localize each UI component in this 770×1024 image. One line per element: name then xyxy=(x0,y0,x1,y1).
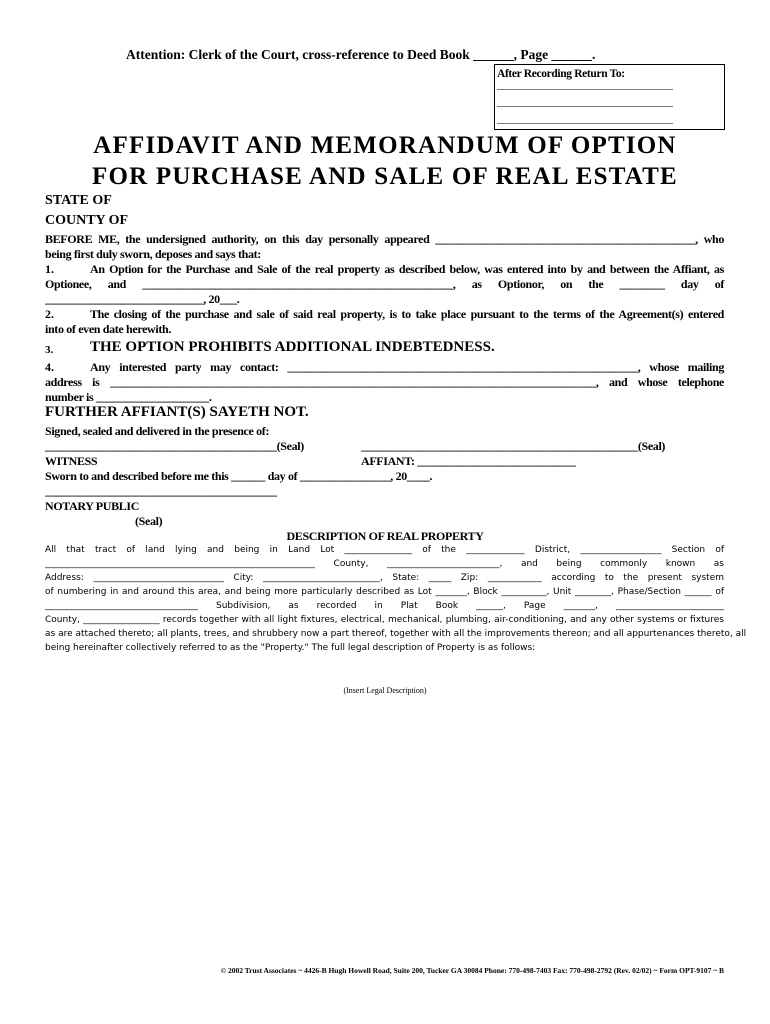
return-box-line: ________________________________ xyxy=(497,113,673,125)
return-box-line: ________________________________ xyxy=(497,96,673,108)
notary-public-label: NOTARY PUBLIC xyxy=(45,499,140,513)
witness-signature-line: _________________________________________(Seal) xyxy=(45,439,304,453)
affiant-label: AFFIANT: ____________________________ xyxy=(361,454,576,468)
document-title-line1: AFFIDAVIT AND MEMORANDUM OF OPTION xyxy=(93,132,677,159)
intro-line: being first duly sworn, deposes and says that: xyxy=(45,247,261,261)
description-line: ____________________________________________________________ County, _________________________, and being commonly known as xyxy=(45,559,724,569)
further-affiant-heading: FURTHER AFFIANT(S) SAYETH NOT. xyxy=(45,404,309,420)
intro-paragraph xyxy=(45,232,724,247)
county-of-label: COUNTY OF xyxy=(45,213,129,228)
return-box-label: After Recording Return To: xyxy=(497,68,625,80)
description-heading: DESCRIPTION OF REAL PROPERTY xyxy=(286,529,484,543)
item-3-text: THE OPTION PROHIBITS ADDITIONAL INDEBTEDNESS. xyxy=(90,339,495,355)
item-1-line: ____________________________, 20___. xyxy=(45,292,240,306)
witness-label: WITNESS xyxy=(45,454,98,468)
description-line: __________________________________ Subdivision, as recorded in Plat Book ______, Page _______, ________________________ xyxy=(45,601,724,611)
insert-legal-description-note: (Insert Legal Description) xyxy=(343,686,427,695)
description-line: All that tract of land lying and being in Land Lot _______________ of the _____________ District, __________________ Section of xyxy=(45,545,724,555)
description-line: being hereinafter collectively referred to as the "Property." The full legal description of Property is as follows: xyxy=(45,643,536,653)
item-2-text: The closing of the purchase and sale of said real property, is to take place pursuant to the terms of the Agreement(s) entered xyxy=(90,307,724,321)
form-footer: © 2002 Trust Associates ~ 4426-B Hugh Howell Road, Suite 200, Tucker GA 30084 Phone: 770-498-7403 Fax: 770-498-2792 (Rev. 02/02) ~ Form OPT-9107 ~ B xyxy=(220,966,724,975)
item-1-line xyxy=(45,277,724,292)
intro-line: BEFORE ME, the undersigned authority, on this day personally appeared ______________________________________________, who xyxy=(45,232,724,246)
item-1-text: An Option for the Purchase and Sale of the real property as described below, was entered into by and between the Affiant, as xyxy=(90,262,724,276)
item-4-line: number is ____________________. xyxy=(45,390,212,404)
affiant-signature-line: _________________________________________________(Seal) xyxy=(361,439,666,453)
item-4-text: address is ______________________________________________________________________________________, and whose telephone xyxy=(45,375,724,389)
item-1-line xyxy=(90,262,724,277)
description-paragraph xyxy=(45,545,747,657)
clerk-attention-line: Attention: Clerk of the Court, cross-reference to Deed Book ______, Page ______. xyxy=(126,47,596,62)
item-2-number: 2. xyxy=(45,307,54,321)
item-4-text: Any interested party may contact: ______________________________________________________________, whose mailing xyxy=(90,360,724,374)
document-title-line2: FOR PURCHASE AND SALE OF REAL ESTATE xyxy=(92,163,678,190)
state-of-label: STATE OF xyxy=(45,193,112,208)
notary-signature-line: _________________________________________ xyxy=(45,484,277,498)
item-2-line xyxy=(90,307,724,322)
description-line: County, _________________ records together with all light fixtures, electrical, mechanical, plumbing, air-conditioning, and any other systems or fixtures xyxy=(45,615,724,625)
description-line: Address: _____________________________ City: __________________________, State: _____ Zip: ____________ according to the present system xyxy=(45,573,724,583)
description-line: of numbering in and around this area, and being more particularly described as Lot _______, Block __________, Unit ________, Phase/Section ______ of xyxy=(45,587,724,597)
item-1-text: Optionee, and _______________________________________________________, as Optionor, on the ________ day of xyxy=(45,277,724,291)
sworn-statement: Sworn to and described before me this ______ day of ________________, 20____. xyxy=(45,469,433,483)
item-4-line xyxy=(90,360,724,375)
return-address-box xyxy=(494,64,725,130)
item-2-line: into of even date herewith. xyxy=(45,322,171,336)
notary-seal-label: (Seal) xyxy=(135,514,163,528)
return-box-line: ________________________________ xyxy=(497,79,673,91)
item-4-line xyxy=(45,375,724,390)
signed-sealed-text: Signed, sealed and delivered in the presence of: xyxy=(45,424,270,438)
item-4-number: 4. xyxy=(45,360,54,374)
item-3-number: 3. xyxy=(45,344,54,356)
item-1-number: 1. xyxy=(45,262,54,276)
description-line: as are attached thereto; all plants, trees, and shrubbery now a part thereof, together with all the improvements thereon; and all appurtenances thereto, all xyxy=(45,629,747,639)
